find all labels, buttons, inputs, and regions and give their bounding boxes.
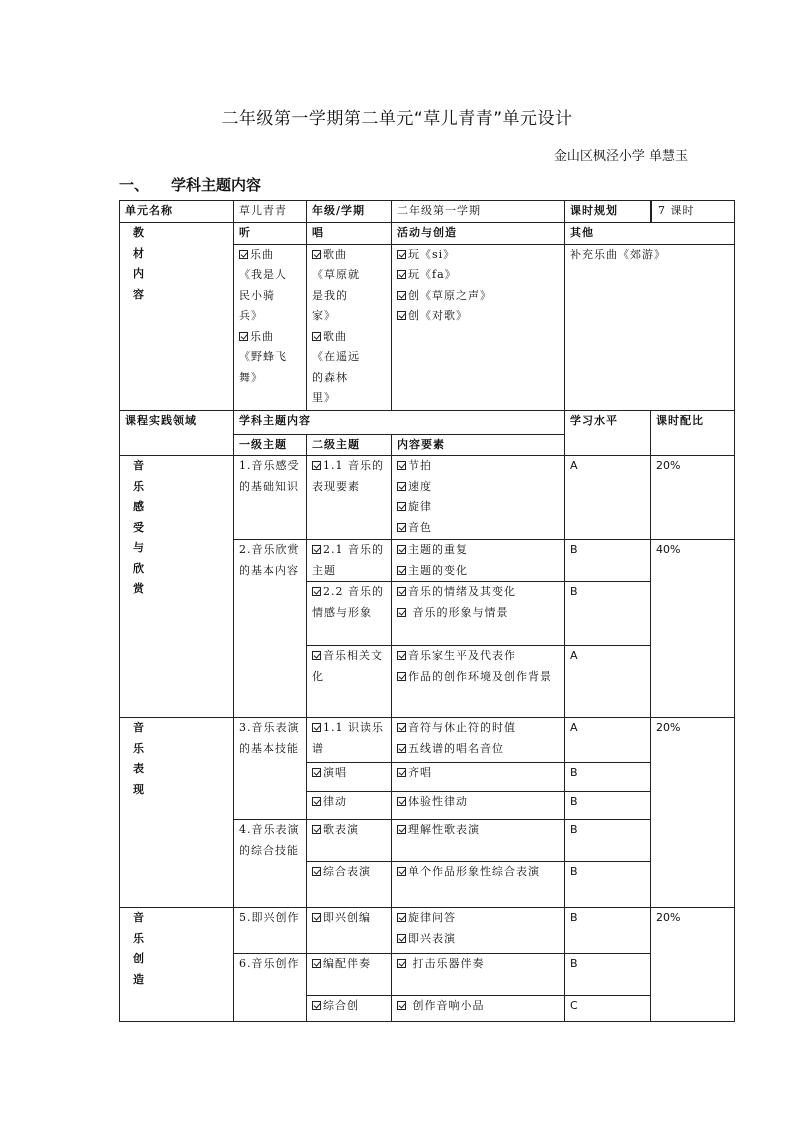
checkbox-icon [312,587,321,596]
checkbox-icon [397,608,406,617]
materials-header-row [120,223,735,245]
checkbox-icon [312,768,321,777]
theme-4: 4.音乐表演的综合技能 [234,820,307,908]
creation-row-1 [120,908,735,954]
theme-2-req-2: 音乐的情绪及其变化 音乐的形象与情景 [392,582,565,646]
theme-4-level-1: B [565,820,651,862]
theme-2-sub-1: 2.1 音乐的主题 [307,540,392,582]
domain-label: 课程实践领域 [120,410,234,456]
theme-6-level-2: C [565,996,651,1022]
checkbox-icon [312,913,321,922]
appreciation-domain: 音乐感受与欣赏 [120,456,234,718]
checkbox-icon [312,959,321,968]
theme-6: 6.音乐创作 [234,954,307,1022]
hours-cell [651,201,735,223]
creation-domain: 音乐创造 [120,908,234,1022]
checkbox-icon [312,545,321,554]
theme-3-sub-3: 律动 [307,792,392,820]
checkbox-icon [312,332,321,341]
theme-3-req-2: 齐唱 [392,763,565,792]
theme-4-req-1: 理解性歌表演 [392,820,565,862]
checkbox-icon [239,332,248,341]
theme-6-sub-1: 编配伴奏 [307,954,392,996]
unit-name-label: 单元名称 [120,201,234,223]
author: 金山区枫泾小学 单慧玉 [553,149,688,164]
checkbox-icon [397,461,406,470]
checkbox-icon [397,768,406,777]
theme-1-level: A [565,456,651,540]
other-content: 补充乐曲《郊游》 [565,244,735,410]
document-title: 二年级第一学期第二单元“草儿青青”单元设计 [221,109,573,129]
theme-2-ratio: 40% [651,540,735,718]
theme-2: 2.音乐欣赏的基本内容 [234,540,307,718]
theme-2-level-1: B [565,540,651,582]
header-row [120,201,735,223]
grade-value: 二年级第一学期 [392,201,565,223]
hours-value: 7 课时 [651,201,695,222]
theme-4-sub-1: 歌表演 [307,820,392,862]
creation-ratio: 20% [651,908,735,1022]
checkbox-icon [397,959,406,968]
performance-ratio: 20% [651,718,735,908]
theme-4-req-2: 单个作品形象性综合表演 [392,862,565,908]
theme-5: 5.即兴创作 [234,908,307,954]
activity-list: 玩《si》 玩《fa》 创《草原之声》 创《对歌》 [392,244,565,410]
checkbox-icon [397,744,406,753]
section-heading [119,174,261,195]
checkbox-icon [397,523,406,532]
performance-domain: 音乐表现 [120,718,234,908]
theme-1-req: 节拍 速度 旋律 音色 [392,456,565,540]
second-theme-label: 二级主题 [307,434,392,456]
theme-5-level: B [565,908,651,954]
hours-label: 课时规划 [565,201,651,223]
checkbox-icon [312,867,321,876]
checkbox-icon [312,250,321,259]
checkbox-icon [312,461,321,470]
theme-1: 1.音乐感受的基础知识 [234,456,307,540]
theme-3-sub-1: 1.1 识读乐谱 [307,718,392,763]
checkbox-icon [397,482,406,491]
listen-list: 乐曲 《我是人 民小骑 兵》 乐曲 《野蜂飞 舞》 [234,244,307,410]
theme-6-req-2: 创作音响小品 [392,996,565,1022]
theme-6-sub-2: 综合创 [307,996,392,1022]
level-label: 学习水平 [565,410,651,456]
checkbox-icon [397,867,406,876]
checkbox-icon [397,934,406,943]
checkbox-icon [397,797,406,806]
unit-name: 草儿青青 [234,201,307,223]
checkbox-icon [239,250,248,259]
col-other: 其他 [565,223,735,245]
theme-3: 3.音乐表演的基本技能 [234,718,307,820]
theme-6-level-1: B [565,954,651,996]
theme-2-sub-2: 2.2 音乐的情感与形象 [307,582,392,646]
checkbox-icon [397,250,406,259]
col-activity: 活动与创造 [392,223,565,245]
checkbox-icon [397,587,406,596]
theme-3-level-1: A [565,718,651,763]
checkbox-icon [312,825,321,834]
checkbox-icon [312,1001,321,1010]
checkbox-icon [312,723,321,732]
materials-label: 教材内容 [120,223,234,411]
theme-3-level-3: B [565,792,651,820]
theme-4-sub-2: 综合表演 [307,862,392,908]
checkbox-icon [397,502,406,511]
theme-5-sub: 即兴创编 [307,908,392,954]
col-listen: 听 [234,223,307,245]
theme-5-req: 旋律问答 即兴表演 [392,908,565,954]
checkbox-icon [397,1001,406,1010]
checkbox-icon [397,545,406,554]
requirement-label: 内容要素 [392,434,565,456]
section-title: 学科主题内容 [171,176,262,194]
section-number: 一、 [119,176,150,194]
theme-2-level-2: B [565,582,651,646]
theme-2-req-3: 音乐家生平及代表作 作品的创作环境及创作背景 [392,646,565,718]
col-sing: 唱 [307,223,392,245]
practice-header-row [120,410,735,434]
theme-6-req-1: 打击乐器伴奏 [392,954,565,996]
ratio-label: 课时配比 [651,410,735,456]
checkbox-icon [397,566,406,575]
performance-row-1 [120,718,735,763]
checkbox-icon [312,651,321,660]
theme-3-level-2: B [565,763,651,792]
theme-3-sub-2: 演唱 [307,763,392,792]
checkbox-icon [397,270,406,279]
checkbox-icon [397,825,406,834]
theme-3-req-3: 体验性律动 [392,792,565,820]
checkbox-icon [397,723,406,732]
appreciation-row-1 [120,456,735,540]
theme-3-req-1: 音符与休止符的时值 五线谱的唱名音位 [392,718,565,763]
first-theme-label: 一级主题 [234,434,307,456]
checkbox-icon [397,672,406,681]
unit-design-table [119,200,735,1022]
theme-2-sub-3: 音乐相关文化 [307,646,392,718]
theme-1-ratio: 20% [651,456,735,540]
checkbox-icon [397,913,406,922]
checkbox-icon [397,651,406,660]
theme-4-level-2: B [565,862,651,908]
theme-2-req-1: 主题的重复 主题的变化 [392,540,565,582]
theme-label: 学科主题内容 [234,410,565,434]
sing-list: 歌曲 《草原就 是我的 家》 歌曲 《在遥远 的森林 里》 [307,244,392,410]
checkbox-icon [397,291,406,300]
theme-2-level-3: A [565,646,651,718]
checkbox-icon [312,797,321,806]
grade-label: 年级/学期 [307,201,392,223]
theme-1-sub: 1.1 音乐的表现要素 [307,456,392,540]
checkbox-icon [397,311,406,320]
